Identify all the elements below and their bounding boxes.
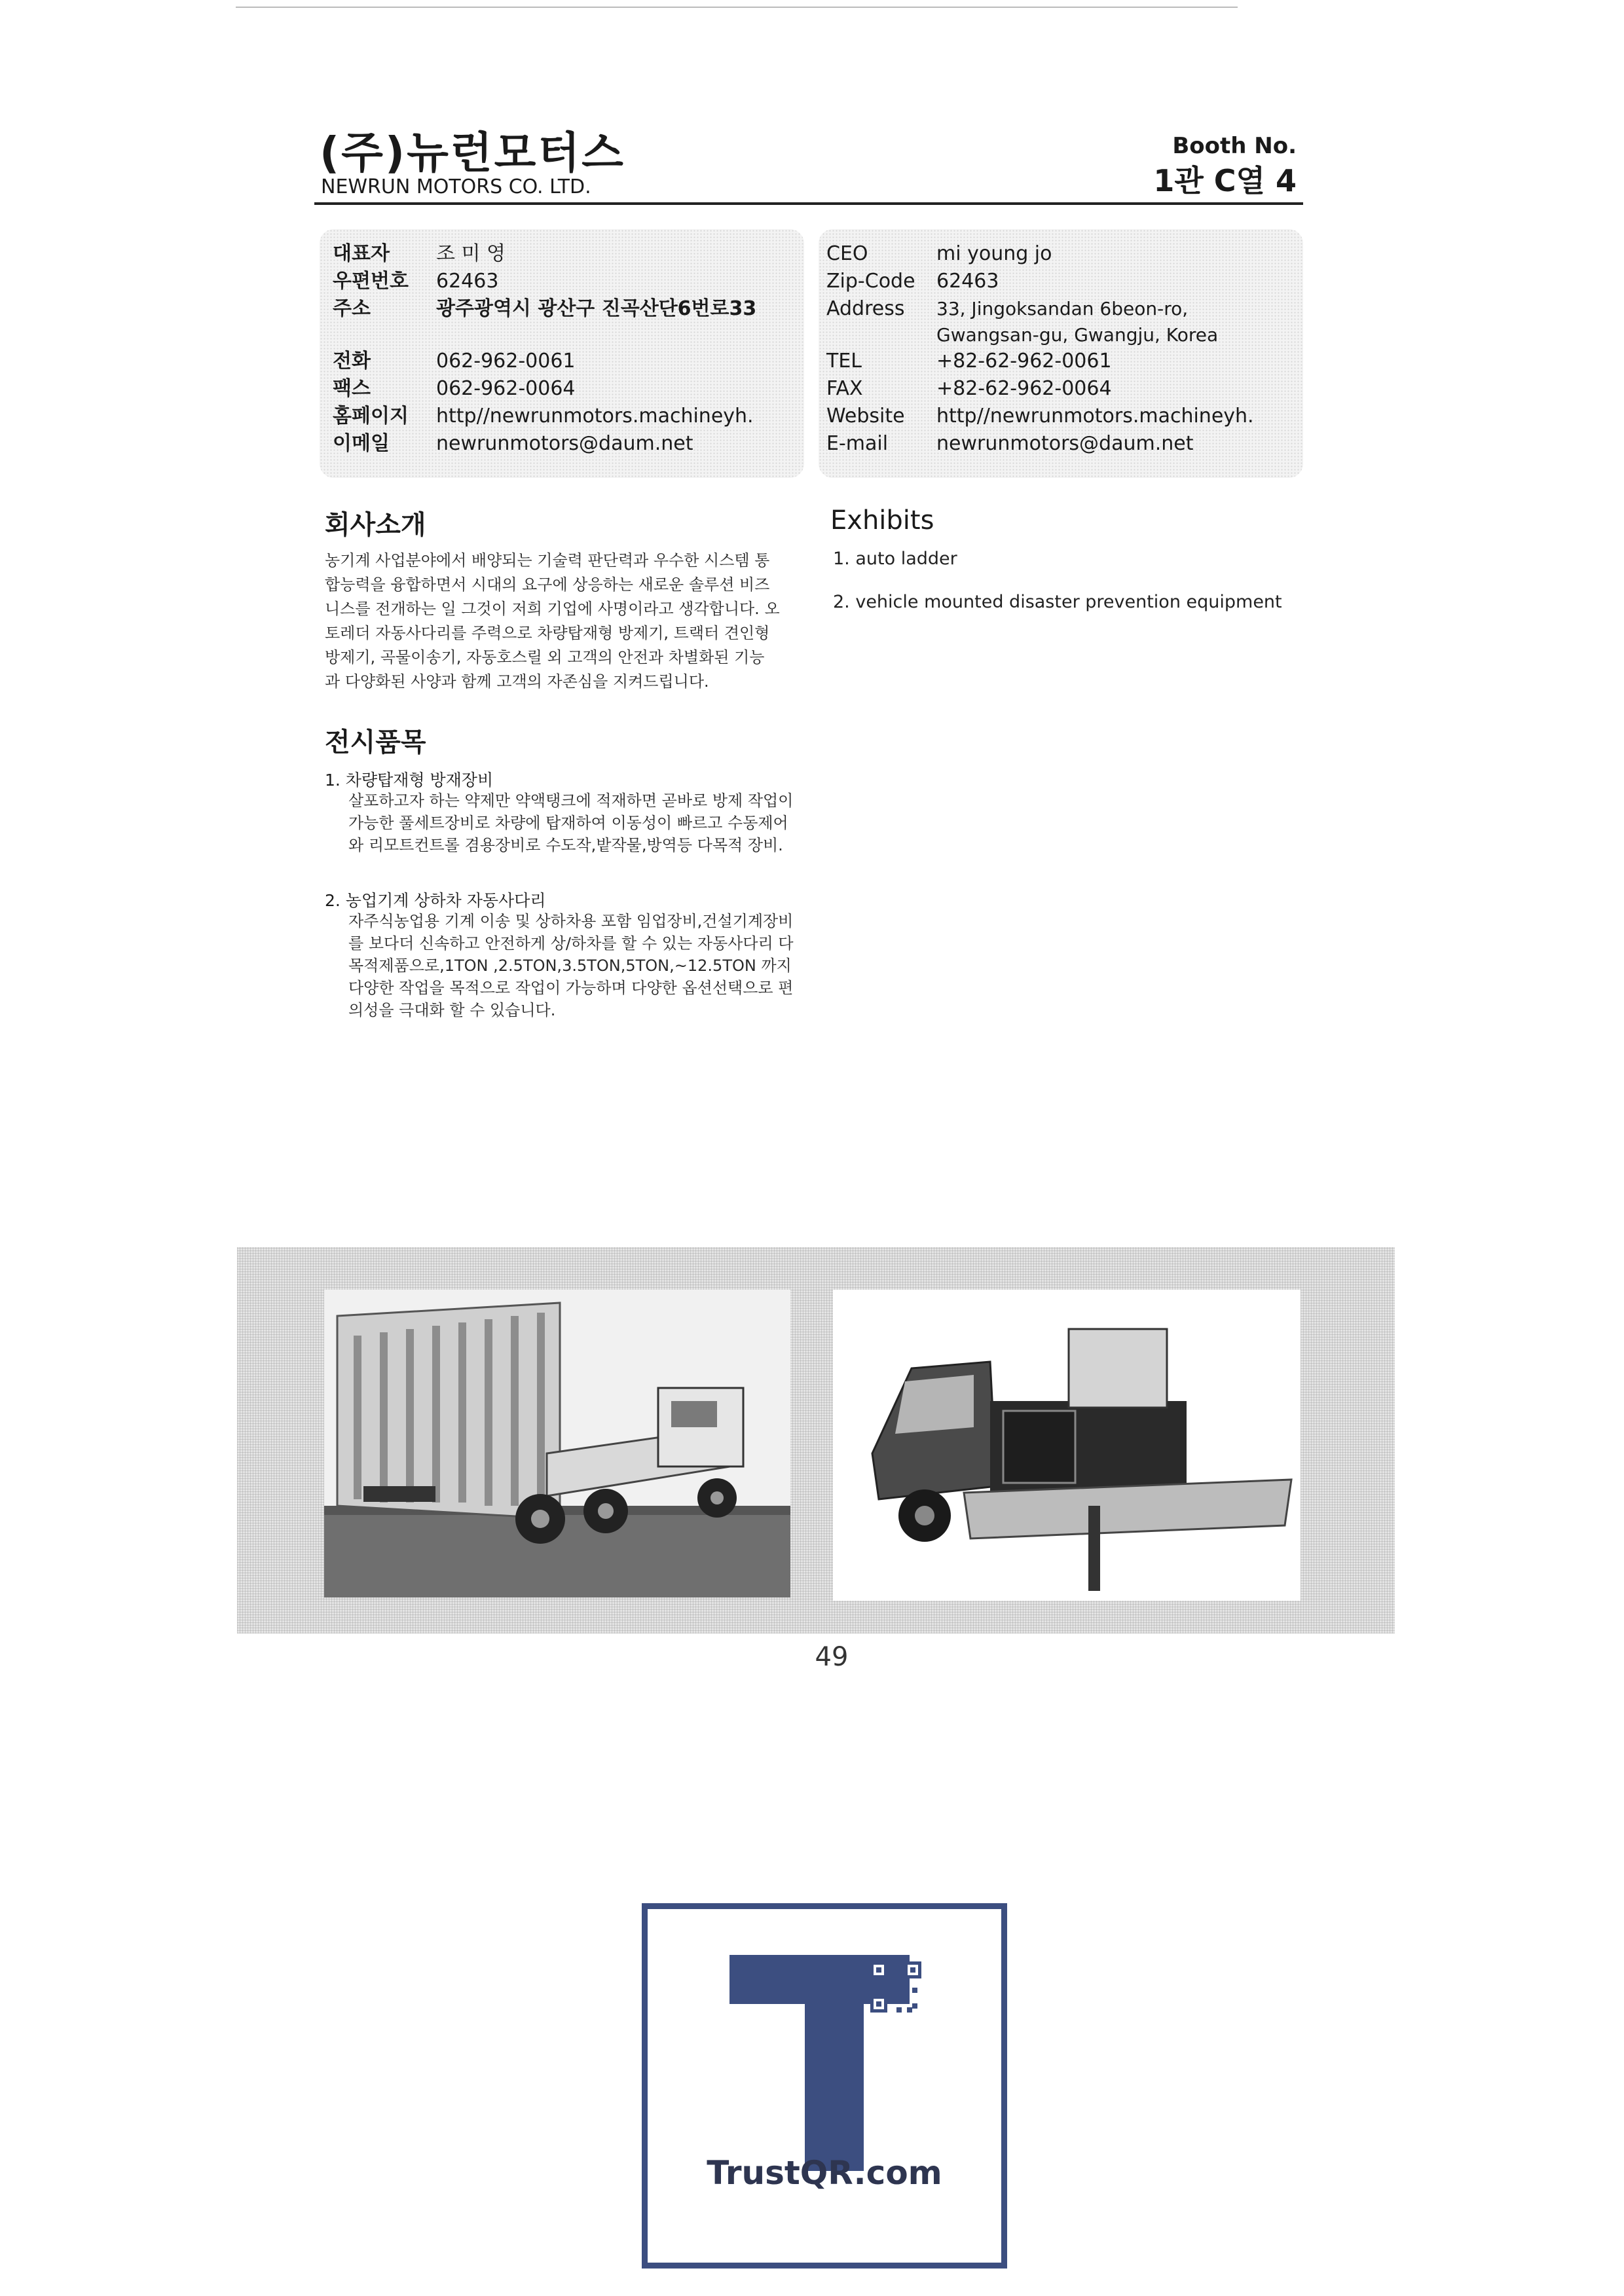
contact-info-english — [819, 229, 1303, 478]
exhibit-line: 다양한 작업을 목적으로 작업이 가능하며 다양한 옵션선택으로 편 — [348, 979, 794, 997]
truck-illustration — [324, 1290, 790, 1597]
exhibit-en-item-2: 2. vehicle mounted disaster prevention equipment — [833, 592, 1282, 612]
disaster-prevention-truck-photo — [833, 1290, 1301, 1601]
exhibit-line: 자주식농업용 기계 이송 및 상하차용 포함 임업장비,건설기계장비 — [348, 912, 794, 930]
value-ceo-kr: 조 미 영 — [436, 242, 506, 265]
trustqr-badge[interactable] — [642, 1903, 1007, 2269]
page-number: 49 — [815, 1642, 849, 1672]
intro-paragraph — [325, 549, 780, 694]
company-name-english: NEWRUN MOTORS CO. LTD. — [321, 175, 591, 198]
sprayer-truck-illustration — [833, 1290, 1301, 1601]
exhibits-kr-title: 전시품목 — [325, 727, 426, 757]
label-website-en: Website — [826, 405, 905, 428]
exhibit-kr-item-2-body — [348, 910, 794, 1021]
label-ceo-kr: 대표자 — [333, 242, 390, 265]
value-address-en-line2: Gwangsan-gu, Gwangju, Korea — [936, 324, 1219, 346]
exhibit-line: 목적제품으로,1TON ,2.5TON,3.5TON,5TON,~12.5TON 까지 — [348, 957, 792, 975]
label-tel-en: TEL — [826, 350, 862, 373]
intro-title: 회사소개 — [325, 510, 426, 540]
label-address-en: Address — [826, 297, 905, 320]
intro-line: 방제기, 곡물이송기, 자동호스릴 외 고객의 안전과 차별화된 기능 — [325, 648, 765, 666]
exhibit-line: 와 리모트컨트롤 겸용장비로 수도작,밭작물,방역등 다목적 장비. — [348, 836, 783, 854]
value-fax-en: +82-62-962-0064 — [936, 377, 1112, 400]
label-fax-en: FAX — [826, 377, 863, 400]
label-website-kr: 홈페이지 — [333, 405, 409, 428]
booth-label: Booth No. — [1172, 133, 1297, 159]
label-tel-kr: 전화 — [333, 350, 371, 373]
exhibit-kr-item-2-head: 2. 농업기계 상하차 자동사다리 — [325, 891, 546, 910]
label-email-en: E-mail — [826, 432, 889, 455]
label-address-kr: 주소 — [333, 297, 371, 320]
header-divider — [314, 202, 1303, 205]
value-tel-en: +82-62-962-0061 — [936, 350, 1112, 373]
top-rule — [236, 7, 1238, 8]
value-tel-kr: 062-962-0061 — [436, 350, 576, 373]
intro-line: 니스를 전개하는 일 그것이 저희 기업에 사명이라고 생각합니다. 오 — [325, 600, 780, 618]
value-website-kr[interactable]: http//newrunmotors.machineyh. — [436, 405, 754, 428]
value-fax-kr: 062-962-0064 — [436, 377, 576, 400]
intro-line: 과 다양화된 사양과 함께 고객의 자존심을 지켜드립니다. — [325, 672, 709, 691]
value-website-en[interactable]: http//newrunmotors.machineyh. — [936, 405, 1254, 428]
exhibit-line: 의성을 극대화 할 수 있습니다. — [348, 1001, 556, 1019]
value-zip-en: 62463 — [936, 270, 999, 293]
value-address-kr: 광주광역시 광산구 진곡산단6번로33 — [436, 297, 757, 320]
intro-line: 농기계 사업분야에서 배양되는 기술력 판단력과 우수한 시스템 통 — [325, 551, 770, 570]
exhibit-kr-item-1-head: 1. 차량탑재형 방재장비 — [325, 771, 494, 790]
exhibit-line: 를 보다더 신속하고 안전하게 상/하차를 할 수 있는 자동사다리 다 — [348, 934, 794, 953]
value-email-kr[interactable]: newrunmotors@daum.net — [436, 432, 693, 455]
exhibit-en-item-1: 1. auto ladder — [833, 549, 957, 569]
exhibit-line: 살포하고자 하는 약제만 약액탱크에 적재하면 곧바로 방제 작업이 — [348, 792, 794, 810]
intro-line: 토레더 자동사다리를 주력으로 차량탑재형 방제기, 트랙터 견인형 — [325, 624, 770, 642]
value-zip-kr: 62463 — [436, 270, 499, 293]
exhibit-line: 가능한 풀세트장비로 차량에 탑재하여 이동성이 빠르고 수동제어 — [348, 814, 788, 832]
exhibits-en-title: Exhibits — [830, 505, 934, 536]
label-fax-kr: 팩스 — [333, 377, 371, 400]
trustqr-label[interactable]: TrustQR.com — [707, 2154, 942, 2192]
label-zip-kr: 우편번호 — [333, 270, 409, 293]
intro-line: 합능력을 융합하면서 시대의 요구에 상응하는 새로운 솔루션 비즈 — [325, 575, 770, 594]
contact-info-korean — [320, 229, 804, 478]
value-address-en-line1: 33, Jingoksandan 6beon-ro, — [936, 298, 1189, 319]
value-email-en[interactable]: newrunmotors@daum.net — [936, 432, 1194, 455]
trustqr-logo — [648, 1909, 1001, 2263]
label-zip-en: Zip-Code — [826, 270, 915, 293]
value-ceo-en: mi young jo — [936, 242, 1052, 265]
company-name-korean: (주)뉴런모터스 — [320, 128, 625, 178]
exhibit-kr-item-1-body — [348, 790, 793, 856]
booth-number: 1관 C열 4 — [1153, 163, 1297, 198]
truck-auto-ladder-photo — [324, 1290, 790, 1597]
label-email-kr: 이메일 — [333, 432, 390, 455]
photo-band — [237, 1247, 1395, 1633]
label-ceo-en: CEO — [826, 242, 868, 265]
